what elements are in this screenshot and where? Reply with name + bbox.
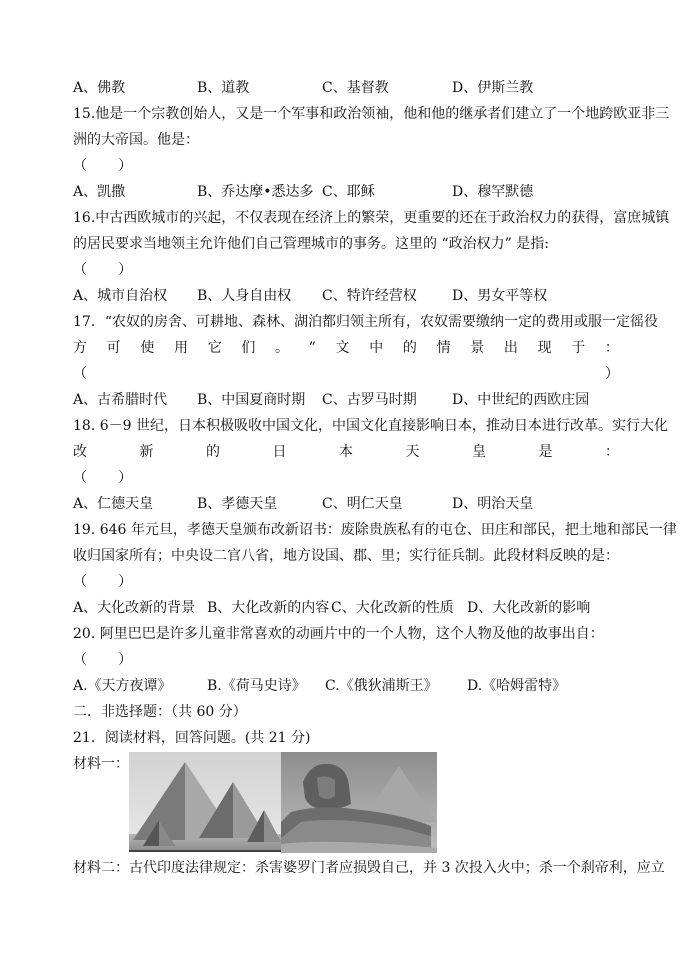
q15-stem-line2: 洲的大帝国。他是： [73,132,199,148]
q18-char: 新 [139,444,154,460]
q17-option-a[interactable]: A、古希腊时代 [73,392,168,408]
q15-option-d[interactable]: D、穆罕默德 [452,184,534,200]
q18-stem-line2 [73,442,619,462]
q18-char: ： [605,444,619,460]
q18-stem-line1: 18. 6－9 世纪，日本积极吸收中国文化，中国文化直接影响日本，推动日本进行改革。实行大化 [73,418,668,434]
sphinx-photo [281,752,437,853]
q17-char: 情 [436,340,451,356]
q16-stem-line1: 16.中古西欧城市的兴起，不仅表现在经济上的繁荣，更重要的还在于政治权力的获得，富庶城镇 [73,210,670,226]
q17-char: 现 [537,340,552,356]
q17-char: 的 [402,340,417,356]
q14-option-b[interactable]: B、道教 [197,80,250,96]
q19-option-d[interactable]: D、大化改新的影响 [467,600,591,616]
q20-answer-blank[interactable]: （ ） [73,652,133,668]
q19-option-a[interactable]: A、大化改新的背景 [73,600,196,616]
q15-stem-line1: 15.他是一个宗教创始人，又是一个军事和政治领袖，他和他的继承者们建立了一个地跨欧亚非三 [73,106,670,122]
q18-char: 本 [339,444,353,460]
q18-option-a[interactable]: A、仁德天皇 [73,496,154,512]
q18-char: 日 [272,444,287,460]
q19-options [73,598,619,618]
q17-option-b[interactable]: B、中国夏商时期 [197,392,306,408]
q20-option-d[interactable]: D.《哈姆雷特》 [467,678,567,694]
q14-options [73,78,619,98]
q17-char: 出 [503,340,518,356]
q17-char: 用 [174,340,189,356]
q21-stem: 21．阅读材料，回答问题。(共 21 分) [73,730,311,746]
q17-stem-line2 [73,338,619,358]
q14-option-a[interactable]: A、佛教 [73,80,126,96]
q18-char: 的 [206,444,220,460]
q20-options [73,676,619,696]
q18-char: 天 [405,444,420,460]
q16-answer-blank[interactable]: （ ） [73,262,133,278]
q17-char: 文 [335,340,350,356]
q17-answer-blank-right: ） [605,366,619,382]
q16-option-a[interactable]: A、城市自治权 [73,288,168,304]
q17-char: ： [604,340,619,356]
q20-option-b[interactable]: B.《荷马史诗》 [207,678,306,694]
q16-option-c[interactable]: C、特许经营权 [322,288,417,304]
q17-stem-line1: 17．“农奴的房舍、可耕地、森林、湖泊都归领主所有，农奴需要缴纳一定的费用或服一定徭役 [73,314,658,330]
q15-option-c[interactable]: C、耶稣 [322,184,375,200]
q17-option-c[interactable]: C、古罗马时期 [322,392,417,408]
q17-answer-blank-left[interactable]: （ [73,366,87,382]
q14-option-c[interactable]: C、基督教 [322,80,389,96]
q19-stem-line1: 19. 646 年元旦，孝德天皇颁布改新诏书：废除贵族私有的屯仓、田庄和部民，把土地和部民一律 [73,522,677,538]
q17-char: 方 [73,340,87,356]
q19-option-c[interactable]: C、大化改新的性质 [331,600,454,616]
q18-char: 改 [73,444,87,460]
q19-stem-line2: 收归国家所有；中央设二官八省，地方设国、郡、里；实行征兵制。此段材料反映的是： [73,548,619,564]
q15-answer-blank[interactable]: （ ） [73,158,133,174]
pyramids-photo [129,752,287,852]
q20-option-c[interactable]: C.《俄狄浦斯王》 [325,678,438,694]
q19-answer-blank[interactable]: （ ） [73,574,133,590]
q19-option-b[interactable]: B、大化改新的内容 [207,600,330,616]
q20-stem-line1: 20. 阿里巴巴是许多儿童非常喜欢的动画片中的一个人物，这个人物及他的故事出自： [73,626,604,642]
material-1-label: 材料一： [73,756,129,772]
q17-char: 它 [207,340,222,356]
q14-option-d[interactable]: D、伊斯兰教 [452,80,534,96]
q17-options [73,390,619,410]
q15-option-a[interactable]: A、凯撒 [73,184,126,200]
q17-char: 景 [470,340,485,356]
q16-stem-line2: 的居民要求当地领主允许他们自己管理城市的事务。这里的 “政治权力” 是指: [73,236,549,252]
q18-options [73,494,619,514]
q17-char: 于 [571,340,586,356]
q15-option-b[interactable]: B、乔达摩•悉达多 [197,184,314,200]
q17-char: 使 [140,340,155,356]
q16-option-d[interactable]: D、男女平等权 [452,288,548,304]
q18-option-c[interactable]: C、明仁天皇 [322,496,403,512]
material-2-text: 材料二：古代印度法律规定：杀害婆罗门者应损毁自己，并 3 次投入火中；杀一个刹帝利，应立 [73,860,665,876]
q20-option-a[interactable]: A.《天方夜谭》 [73,678,172,694]
sphinx-image [281,752,437,853]
q18-option-b[interactable]: B、孝德天皇 [197,496,278,512]
q17-option-d[interactable]: D、中世纪的西欧庄园 [452,392,590,408]
q17-char: 可 [106,340,121,356]
pyramids-image [129,752,287,852]
q17-char: 们 [241,340,256,356]
q18-char: 皇 [472,444,486,460]
q15-options [73,182,619,202]
q17-char: 中 [369,340,384,356]
q17-char: ” [308,340,316,356]
q18-answer-blank[interactable]: （ ） [73,470,133,486]
section-2-heading: 二．非选择题：（共 60 分） [73,704,247,720]
q16-option-b[interactable]: B、人身自由权 [197,288,292,304]
q17-char: 。 [275,340,290,356]
q18-option-d[interactable]: D、明治天皇 [452,496,534,512]
q16-options [73,286,619,306]
q18-char: 是 [538,444,553,460]
